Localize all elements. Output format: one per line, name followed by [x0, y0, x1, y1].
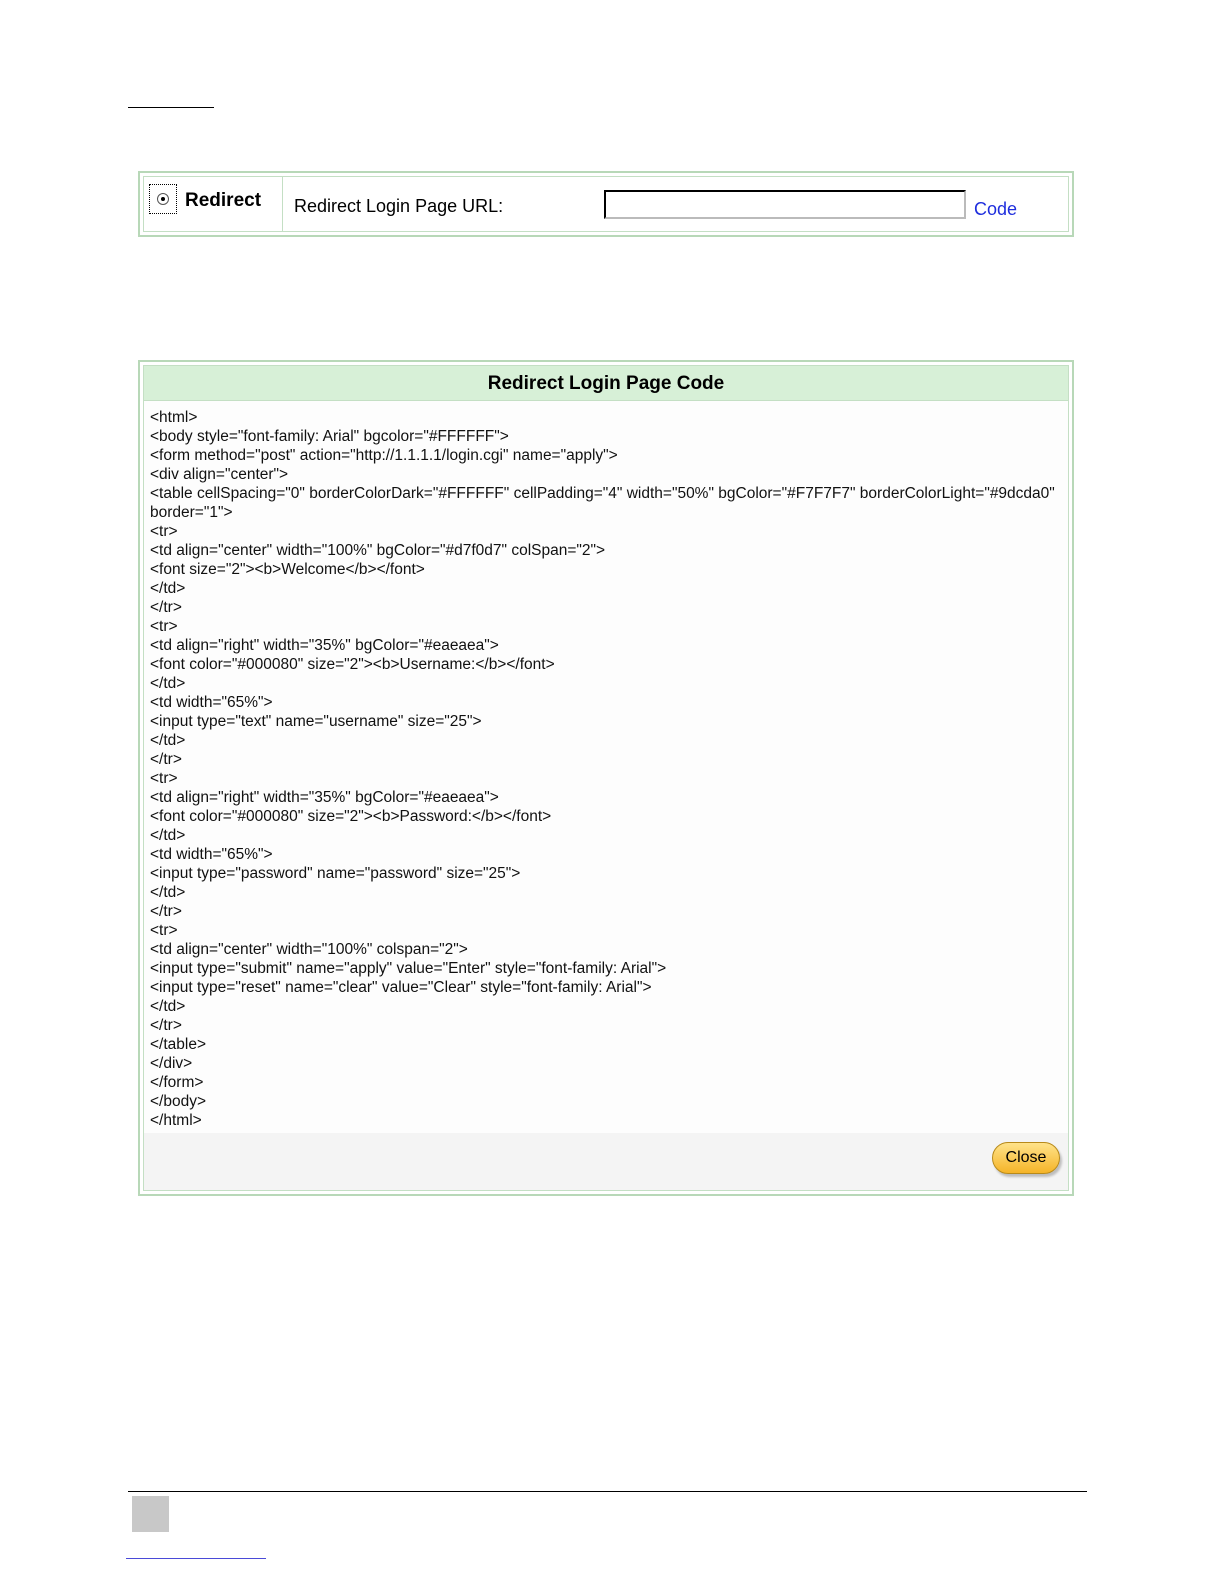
redirect-settings-row — [143, 176, 1069, 232]
redirect-radio-button[interactable] — [157, 193, 169, 205]
code-line: </tr> — [150, 903, 182, 920]
redirect-url-label: Redirect Login Page URL: — [294, 196, 504, 216]
redirect-radio-focus[interactable] — [149, 184, 177, 214]
code-line: <tr> — [150, 618, 178, 635]
redirect-option-cell — [144, 177, 283, 231]
code-line: <input type="text" name="username" size="25"> — [150, 713, 482, 730]
code-line: </td> — [150, 580, 186, 597]
code-line: </tr> — [150, 751, 182, 768]
code-line: <td align="right" width="35%" bgColor="#eaeaea"> — [150, 637, 499, 654]
code-line: <td width="65%"> — [150, 846, 273, 863]
redirect-settings-panel — [138, 171, 1074, 237]
code-line: <body style="font-family: Arial" bgcolor="#FFFFFF"> — [150, 428, 509, 445]
code-line: <div align="center"> — [150, 466, 289, 483]
code-line: </body> — [150, 1093, 207, 1110]
code-window-footer — [144, 1133, 1068, 1190]
code-line: </html> — [150, 1112, 202, 1129]
code-line: </table> — [150, 1036, 207, 1053]
code-line: </td> — [150, 675, 186, 692]
code-line: </td> — [150, 827, 186, 844]
code-line: <input type="password" name="password" size="25"> — [150, 865, 521, 882]
redirect-url-cell — [283, 177, 1068, 231]
code-line: </td> — [150, 998, 186, 1015]
code-line: </form> — [150, 1074, 204, 1091]
code-line: </div> — [150, 1055, 193, 1072]
top-rule — [128, 107, 214, 108]
code-line: <tr> — [150, 523, 178, 540]
code-listing — [144, 401, 1068, 1135]
code-line: </tr> — [150, 1017, 182, 1034]
code-line: <td align="right" width="35%" bgColor="#eaeaea"> — [150, 789, 499, 806]
redirect-url-input[interactable] — [604, 190, 966, 219]
code-line: <font color="#000080" size="2"><b>Username:</b></font> — [150, 656, 555, 673]
code-line: <td align="center" width="100%" bgColor="#d7f0d7" colSpan="2"> — [150, 542, 606, 559]
code-link[interactable]: Code — [974, 199, 1018, 219]
code-line: <tr> — [150, 922, 178, 939]
code-line: <input type="reset" name="clear" value="Clear" style="font-family: Arial"> — [150, 979, 652, 996]
code-line: <font size="2"><b>Welcome</b></font> — [150, 561, 425, 578]
code-window — [138, 360, 1074, 1196]
close-button[interactable]: Close — [992, 1142, 1060, 1174]
code-window-inner — [143, 365, 1069, 1191]
page-number-box — [132, 1496, 169, 1532]
footer-link-underline — [126, 1558, 266, 1559]
code-line: <tr> — [150, 770, 178, 787]
code-line: </tr> — [150, 599, 182, 616]
code-line: <html> — [150, 409, 198, 426]
code-line: <form method="post" action="http://1.1.1.1/login.cgi" name="apply"> — [150, 447, 618, 464]
code-line: <font color="#000080" size="2"><b>Password:</b></font> — [150, 808, 552, 825]
code-window-title: Redirect Login Page Code — [144, 366, 1068, 401]
code-line: <table cellSpacing="0" borderColorDark="#FFFFFF" cellPadding="4" width="50%" bgColor="#F7F7F7" borderColorLight="#9dcda0" border="1"> — [150, 485, 1060, 521]
code-line: <input type="submit" name="apply" value="Enter" style="font-family: Arial"> — [150, 960, 667, 977]
code-line: </td> — [150, 884, 186, 901]
code-line: <td align="center" width="100%" colspan="2"> — [150, 941, 468, 958]
redirect-option-label: Redirect — [185, 190, 262, 211]
code-line: </td> — [150, 732, 186, 749]
footer-rule — [128, 1491, 1087, 1492]
code-line: <td width="65%"> — [150, 694, 273, 711]
